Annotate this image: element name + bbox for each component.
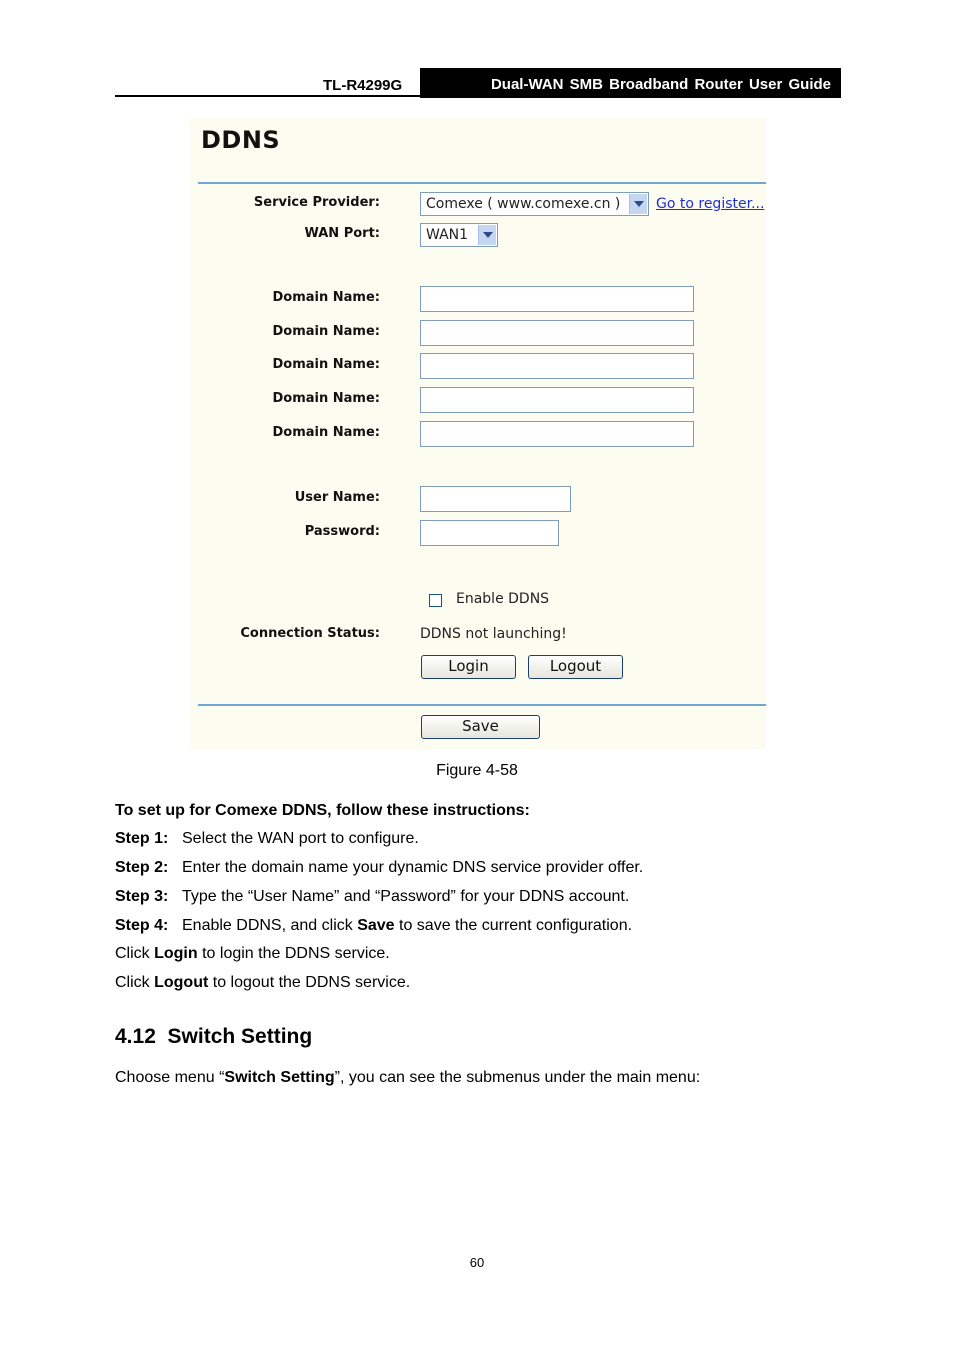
user-name-label: User Name: [294, 490, 380, 505]
header-rule [115, 95, 421, 97]
chevron-down-icon[interactable] [629, 194, 647, 214]
bottom-divider [198, 704, 766, 706]
domain-name-label-3: Domain Name: [272, 357, 380, 372]
line-post: to logout the DDNS service. [208, 974, 411, 991]
step-2 [115, 859, 643, 877]
line-bold: Login [154, 945, 198, 962]
save-button[interactable]: Save [421, 715, 540, 739]
intro-pre: Choose menu “ [115, 1069, 225, 1086]
section-title: 4.12 Switch Setting [115, 1025, 313, 1048]
step-text-bold: Save [357, 917, 395, 934]
domain-name-input-2[interactable] [420, 320, 694, 346]
service-provider-select[interactable] [420, 192, 649, 216]
step-text: Enter the domain name your dynamic DNS service provider offer. [182, 859, 644, 876]
line-pre: Click [115, 974, 155, 991]
step-3 [115, 888, 629, 906]
password-label: Password: [304, 524, 380, 539]
register-link[interactable]: Go to register... [656, 196, 765, 212]
step-text: Select the WAN port to configure. [182, 830, 419, 847]
enable-ddns-label: Enable DDNS [456, 591, 550, 607]
line-pre: Click [115, 945, 155, 962]
step-label: Step 2: [115, 859, 169, 876]
page-number: 60 [469, 1255, 485, 1270]
step-text: Type the “User Name” and “Password” for your DDNS account. [182, 888, 630, 905]
step-text-post: to save the current configuration. [394, 917, 633, 934]
connection-status-label: Connection Status: [240, 626, 380, 641]
intro-bold: Switch Setting [224, 1069, 335, 1086]
service-provider-label: Service Provider: [253, 195, 380, 210]
enable-ddns-checkbox[interactable] [429, 594, 442, 607]
service-provider-value: Comexe ( www.comexe.cn ) [426, 196, 621, 212]
domain-name-label-2: Domain Name: [272, 324, 380, 339]
panel-title: DDNS [201, 126, 281, 154]
domain-name-input-1[interactable] [420, 286, 694, 312]
doc-model: TL-R4299G [323, 77, 403, 94]
domain-name-input-3[interactable] [420, 353, 694, 379]
domain-name-input-4[interactable] [420, 387, 694, 413]
logout-button[interactable]: Logout [528, 655, 623, 679]
login-button[interactable]: Login [421, 655, 516, 679]
top-divider [198, 182, 766, 184]
click-login-line [115, 945, 390, 963]
domain-name-input-5[interactable] [420, 421, 694, 447]
step-label: Step 3: [115, 888, 169, 905]
connection-status-value: DDNS not launching! [420, 626, 567, 642]
click-logout-line [115, 974, 410, 992]
section-intro [115, 1069, 700, 1087]
password-input[interactable] [420, 520, 559, 546]
chevron-down-icon[interactable] [478, 225, 496, 245]
step-text-pre: Enable DDNS, and click [182, 917, 358, 934]
wan-port-label: WAN Port: [304, 226, 380, 241]
domain-name-label-5: Domain Name: [272, 425, 380, 440]
domain-name-label-1: Domain Name: [272, 290, 380, 305]
user-name-input[interactable] [420, 486, 571, 512]
step-4 [115, 917, 632, 935]
ddns-panel [189, 118, 766, 749]
step-1 [115, 830, 419, 848]
line-bold: Logout [154, 974, 209, 991]
figure-caption: Figure 4-58 [436, 762, 518, 779]
domain-name-label-4: Domain Name: [272, 391, 380, 406]
line-post: to login the DDNS service. [197, 945, 390, 962]
instructions-heading: To set up for Comexe DDNS, follow these instructions: [115, 802, 530, 819]
step-label: Step 4: [115, 917, 169, 934]
intro-post: ”, you can see the submenus under the main menu: [334, 1069, 701, 1086]
step-label: Step 1: [115, 830, 169, 847]
wan-port-value: WAN1 [426, 227, 469, 243]
doc-guide-title: Dual-WAN SMB Broadband Router User Guide [420, 68, 841, 98]
wan-port-select[interactable] [420, 223, 498, 247]
